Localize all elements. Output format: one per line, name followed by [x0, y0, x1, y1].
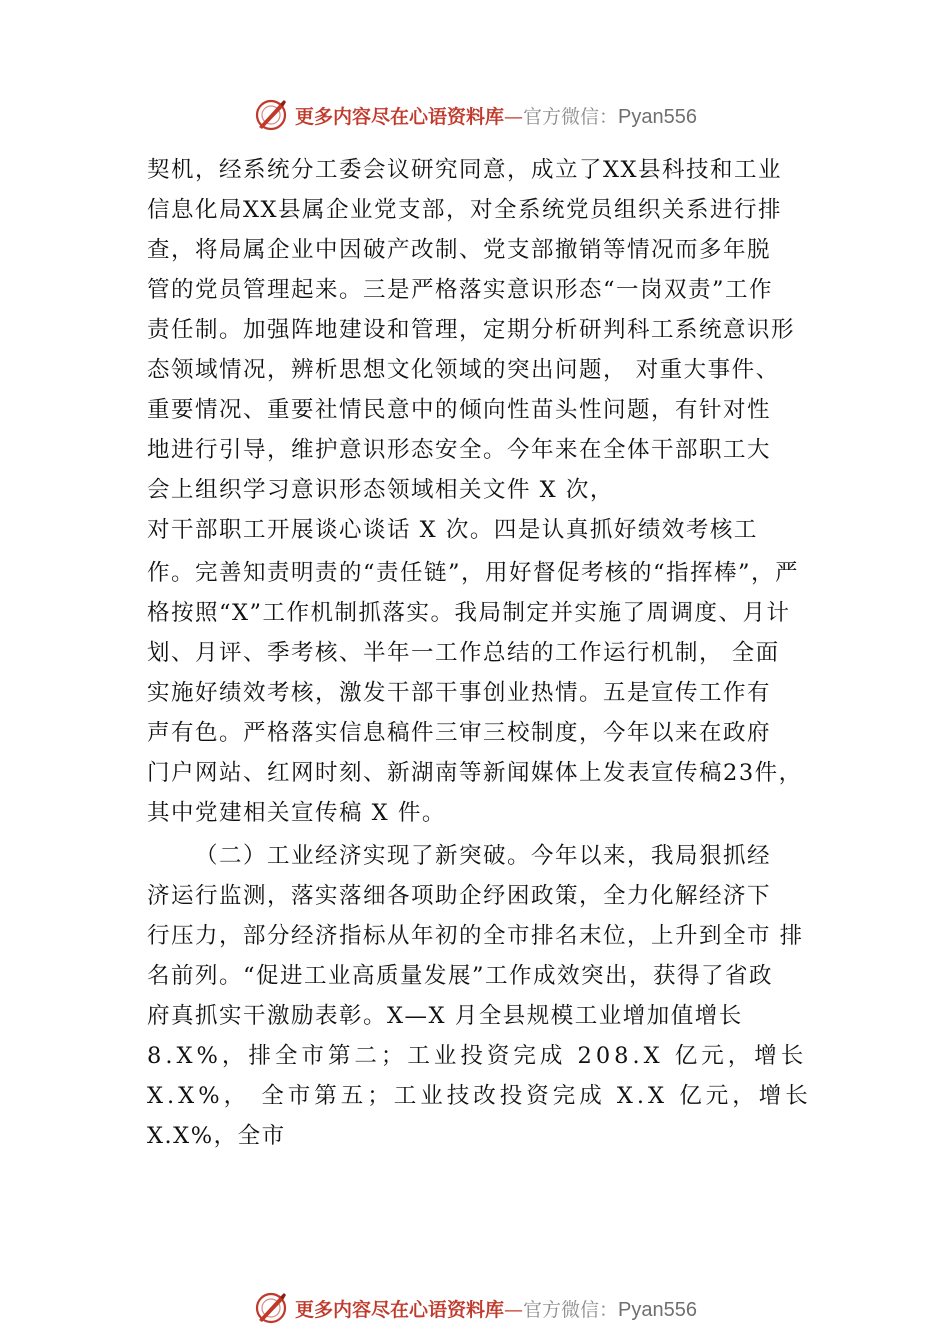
text-line: 地进行引导，维护意识形态安全。今年来在全体干部职工大: [147, 437, 772, 463]
text-line: 查，将局属企业中因破产改制、党支部撤销等情况而多年脱: [147, 237, 772, 263]
text-line: 重要情况、重要社情民意中的倾向性苗头性问题，有针对性: [147, 397, 772, 423]
watermark-site-name: 更多内容尽在心语资料库: [295, 105, 505, 128]
text-line: 其中党建相关宣传稿 X 件。: [147, 800, 446, 826]
text-line: 责任制。加强阵地建设和管理，定期分析研判科工系统意识形: [147, 317, 796, 343]
watermark-wechat-label: 官方微信：: [523, 1298, 619, 1321]
pen-seal-icon: [253, 1290, 289, 1326]
text-line: 实施好绩效考核，激发干部干事创业热情。五是宣传工作有: [147, 680, 772, 706]
watermark-site-name: 更多内容尽在心语资料库: [295, 1298, 505, 1321]
watermark-text: [295, 102, 697, 129]
text-line: 声有色。严格落实信息稿件三审三校制度，今年以来在政府: [147, 720, 772, 746]
text-line: X.X%，全市: [147, 1123, 286, 1149]
text-line: 对干部职工开展谈心谈话 X 次。四是认真抓好绩效考核工: [147, 517, 758, 543]
text-line: 契机，经系统分工委会议研究同意，成立了XX县科技和工业: [147, 157, 783, 183]
watermark-wechat-id: Pyan556: [618, 1298, 697, 1321]
text-line: 行压力，部分经济指标从年初的全市排名末位，上升到全市 排: [147, 923, 804, 949]
text-line: 管的党员管理起来。三是严格落实意识形态“一岗双责”工作: [147, 277, 774, 303]
text-line: 济运行监测，落实落细各项助企纾困政策，全力化解经济下: [147, 883, 772, 909]
watermark-banner-bottom: [0, 1288, 950, 1328]
watermark-dash: —: [504, 105, 524, 128]
text-line: 作。完善知责明责的“责任链”，用好督促考核的“指挥棒”，严: [147, 560, 800, 586]
text-line: 态领域情况，辨析思想文化领域的突出问题， 对重大事件、: [147, 357, 780, 383]
text-line: 信息化局XX县属企业党支部，对全系统党员组织关系进行排: [147, 197, 783, 223]
watermark-banner-top: [0, 95, 950, 135]
text-line: 名前列。“促进工业高质量发展”工作成效突出，获得了省政: [147, 963, 774, 989]
watermark-wechat-id: Pyan556: [618, 105, 697, 128]
text-line: X.X%， 全市第五；工业技改投资完成 X.X 亿元，增长: [147, 1083, 812, 1109]
text-line: 格按照“X”工作机制抓落实。我局制定并实施了周调度、月计: [147, 600, 791, 626]
document-body: [147, 150, 822, 1156]
text-line: 划、月评、季考核、半年一工作总结的工作运行机制， 全面: [147, 640, 780, 666]
text-line: 8.X%，排全市第二；工业投资完成 208.X 亿元，增长: [147, 1043, 808, 1069]
text-line: 会上组织学习意识形态领域相关文件 X 次，: [147, 477, 614, 503]
pen-seal-icon: [253, 97, 289, 133]
text-line: 府真抓实干激励表彰。X—X 月全县规模工业增加值增长: [147, 1003, 743, 1029]
watermark-wechat-label: 官方微信：: [523, 105, 619, 128]
section-heading-line: （二）工业经济实现了新突破。今年以来，我局狠抓经: [195, 843, 772, 869]
watermark-text: [295, 1295, 697, 1322]
watermark-dash: —: [504, 1298, 524, 1321]
text-line: 门户网站、红网时刻、新湖南等新闻媒体上发表宣传稿23件，: [147, 760, 803, 786]
